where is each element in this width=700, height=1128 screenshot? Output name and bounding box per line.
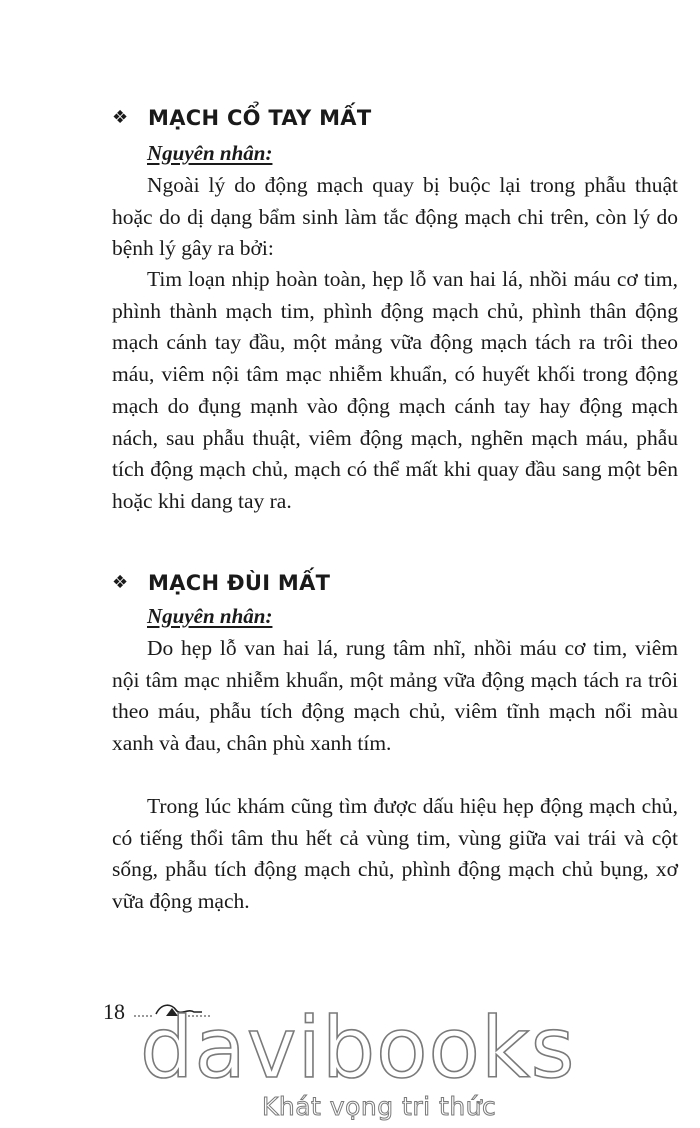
diamond-bullet-icon: ❖: [112, 107, 129, 128]
section-heading: [112, 571, 330, 595]
paragraph: Trong lúc khám cũng tìm được dấu hiệu hẹp động mạch chủ, có tiếng thổi tâm thu hết cả vùng tim, vùng giữa vai trái và cột sống, phẫu tích động mạch chủ, phình động mạch chủ bụng, xơ vữa động mạch.: [112, 794, 678, 914]
subheading: Nguyên nhân:: [147, 604, 273, 628]
publisher-tagline: Khát vọng tri thức: [262, 1092, 497, 1121]
page-number: 18: [103, 999, 125, 1024]
subheading: Nguyên nhân:: [147, 141, 273, 165]
paragraph: Ngoài lý do động mạch quay bị buộc lại trong phẫu thuật hoặc do dị dạng bẩm sinh làm tắc động mạch chi trên, còn lý do bệnh lý gây ra bởi:: [112, 173, 678, 261]
publisher-watermark: davibooks: [140, 999, 576, 1097]
section-title: MẠCH ĐÙI MẤT: [148, 571, 331, 595]
paragraph: Tim loạn nhịp hoàn toàn, hẹp lỗ van hai lá, nhồi máu cơ tim, phình thành mạch tim, phình động mạch chủ, phình thân động mạch cánh tay đầu, một mảng vữa động mạch tách ra trôi theo máu, viêm nội tâm mạc nhiễm khuẩn, có huyết khối trong động mạch do đụng mạnh vào động mạch cánh tay hay động mạch nách, sau phẫu thuật, viêm động mạch, nghẽn mạch máu, phẫu tích động mạch chủ, mạch có thể mất khi quay đầu sang một bên hoặc khi dang tay ra.: [112, 267, 678, 513]
paragraph: Do hẹp lỗ van hai lá, rung tâm nhĩ, nhồi máu cơ tim, viêm nội tâm mạc nhiễm khuẩn, một mảng vữa động mạch tách ra trôi theo máu, phẫu tích động mạch chủ, viêm tĩnh mạch nổi màu xanh và đau, chân phù xanh tím.: [112, 636, 678, 756]
section-title: MẠCH CỔ TAY MẤT: [148, 106, 372, 130]
diamond-bullet-icon: ❖: [112, 572, 129, 593]
section-heading: [112, 106, 371, 130]
